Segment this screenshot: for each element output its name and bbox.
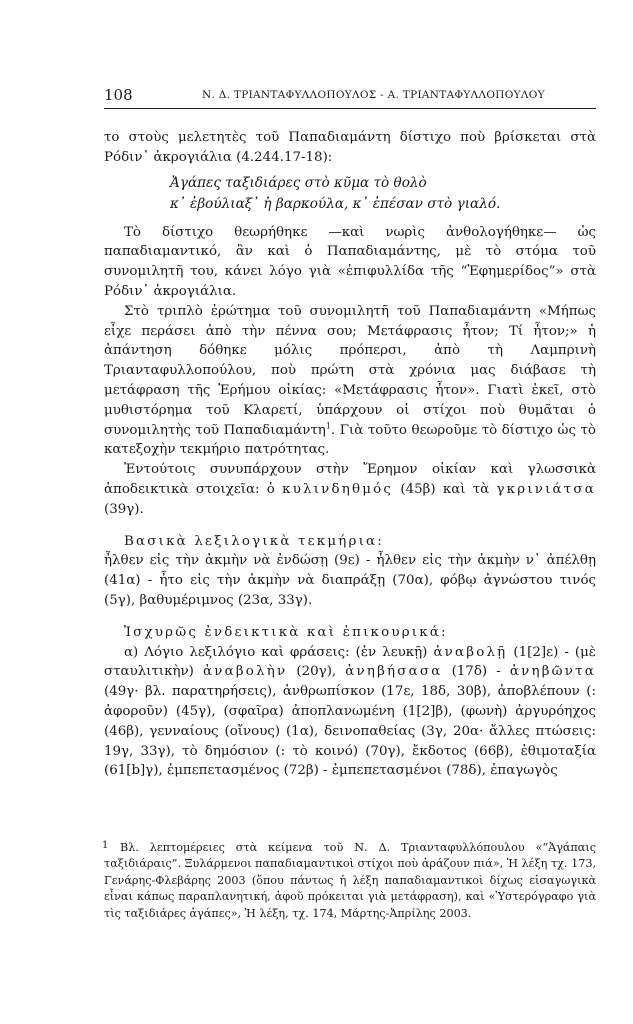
paragraph-3 xyxy=(104,302,596,460)
page-number: 108 xyxy=(104,86,133,104)
paragraph-4 xyxy=(104,460,596,519)
spaced-term-5: ἀνηβήσασα xyxy=(345,664,443,680)
spaced-term-6: ἀνηβῶντα xyxy=(509,664,596,680)
footnote-reference: 1 xyxy=(325,421,331,431)
indicative-b: (1[2]ε) - (μὲ σταυλιτικὴν) xyxy=(104,644,596,680)
paragraph-4-a: Ἐντούτοις συνυπάρχουν στὴν Ἔρημον οἰκίαν καὶ γλωσσικὰ ἀποδεικτικὰ στοιχεῖα: ὁ xyxy=(104,462,596,497)
paragraph-3-end: . Γιὰ τοῦτο θεωροῦμε τὸ δίστιχο ὡς τὸ κατεξοχὴν τεκμήριο πατρότητας. xyxy=(104,422,596,458)
main-text xyxy=(104,128,596,781)
spaced-term-2: γκρινιάτσα xyxy=(496,481,596,497)
section-basic-text: ἦλθεν εἰς τὴν ἀκμὴν νὰ ἐνδώσῃ (9ε) - ἦλθεν εἰς τὴν ἀκμὴν ν᾽ ἀπέλθῃ (41α) - ἦτο εἰς τὴν ἀκμὴν νὰ διαπράξῃ (70α), φόβῳ ἀγνώστου τινός (5γ), βαθυμέριμνος (23α, 33γ). xyxy=(104,553,596,608)
paragraph-4-b: (45β) καὶ τὰ xyxy=(400,481,490,497)
spaced-term-3: ἀναβολῇ xyxy=(433,644,508,660)
footnote-text: Βλ. λεπτομέρειες στὰ κείμενα τοῦ Ν. Δ. Τριανταφυλλόπουλου «“Ἀγάπαις ταξιδιάραις”. Ξυλάρμενοι παπαδιαμαντικοὶ στίχοι ποὺ ἀράζουν πιά», Ἡ λέξη τχ. 173, Γενάρης-Φλεβάρης 2003 (ὅπου πάντως ἡ λέξη παπαδιαμαντικοὶ δίχως εἰσαγωγικὰ εἶναι κάπως παραπλανητική, ἀφοῦ πρόκειται γιὰ μετάφραση), καὶ «Ὑστερόγραφο γιὰ τὶς ταξιδιάρες ἀγάπες», Ἡ λέξη, τχ. 174, Μάρτης-Ἀπρίλης 2003. xyxy=(104,841,596,920)
verse-line-2: κ᾽ ἐβούλιαξ᾽ ἡ βαρκούλα, κ᾽ ἐπέσαν στὸ γιαλό. xyxy=(170,195,501,212)
footnote xyxy=(104,840,596,922)
paragraph-2: Τὸ δίστιχο θεωρήθηκε —καὶ νωρὶς ἀνθολογήθηκε— ὡς παπαδιαμαντικό, ἂν καὶ ὁ Παπαδιαμάντης, μὲ τὸ στόμα τοῦ συνομιλητῆ του, κάνει λόγο γιὰ «ἐπιφυλλίδα τῆς “Ἐφημερίδος”» στὰ Ρόδιν᾽ ἀκρογιάλια. xyxy=(104,224,596,299)
verse-couplet xyxy=(170,173,596,215)
indicative-e: (49γ· βλ. παρατηρήσεις), ἀνθρωπίσκον (17ε, 18δ, 30β), ἀποβλέπουν (: ἀφοροῦν) (45γ), (σφαῖρα) ἀποπλανωμένη (1[2]β), (φωνὴ) ἀργυρόηχος (46β), γενναίους (οἴνους) (1α), δεινοπαθείας (3γ, 20α· ἄλλες πτώσεις: 19γ, 33γ), τὸ δημόσιον (: τὸ κοινό) (70γ), ἔκδοτος (66β), ἐθιμοταξία (61[b]γ), ἐμπεπετασμένος (72β) - ἐμπεπετασμένοι (78δ), ἐπαγωγὸς xyxy=(104,684,596,779)
spaced-term-4: ἀναβολὴν xyxy=(203,664,288,680)
paragraph-4-c: (39γ). xyxy=(104,501,144,517)
indicative-c: (20γ), xyxy=(296,664,337,680)
paragraph-3-text: Στὸ τριπλὸ ἐρώτημα τοῦ συνομιλητῆ τοῦ Παπαδιαμάντη «Μήπως εἶχε περάσει ἀπὸ τὴν πέννα σου; Μετάφρασις ἦτον; Τί ἦτον;» ἡ ἀπάντηση δόθηκε μόλις πρόπερσι, ἀπὸ τὴ Λαμπρινὴ Τριανταφυλλοπούλου, ποὺ πρώτη στὰ χρόνια μας διάβασε τὴ μετάφραση τῆς Ἐρήμου οἰκίας: «Μετάφρασις ἦτον». Γιατὶ ἐκεῖ, στὸ μυθιστόρημα τοῦ Κλαρετί, ὑπάρχουν οἱ στίχοι ποὺ θυμᾶται ὁ συνομιλητὴς τοῦ Παπαδιαμάντη xyxy=(104,303,596,438)
indicative-a: α) Λόγιο λεξιλόγιο καὶ φράσεις: (ἐν λευκῇ) xyxy=(124,644,428,660)
section-heading-indicative: Ἰσχυρῶς ἐνδεικτικὰ καὶ ἐπικουρικά: xyxy=(124,624,448,640)
running-title: Ν. Δ. ΤΡΙΑΝΤΑΦΥΛΛΟΠΟΥΛΟΣ - Α. ΤΡΙΑΝΤΑΦΥΛΛΟΠΟΥΛΟΥ xyxy=(202,89,545,101)
verse-line-1: Ἀγάπες ταξιδιάρες στὸ κῦμα τὸ θολὸ xyxy=(170,174,427,191)
section-indicative-text xyxy=(104,643,596,782)
spaced-term-1: κυλινδηθμός xyxy=(282,481,394,497)
indicative-d: (17δ) - xyxy=(451,664,501,680)
section-heading-basic: Βασικὰ λεξιλογικὰ τεκμήρια: xyxy=(124,533,384,549)
page-header xyxy=(104,86,596,109)
paragraph-1: το στοὺς μελετητὲς τοῦ Παπαδιαμάντη δίστιχο ποὺ βρίσκεται στὰ Ρόδιν᾽ ἀκρογιάλια (4.244.17-18): xyxy=(104,130,596,165)
footnote-mark: 1 xyxy=(102,840,109,851)
